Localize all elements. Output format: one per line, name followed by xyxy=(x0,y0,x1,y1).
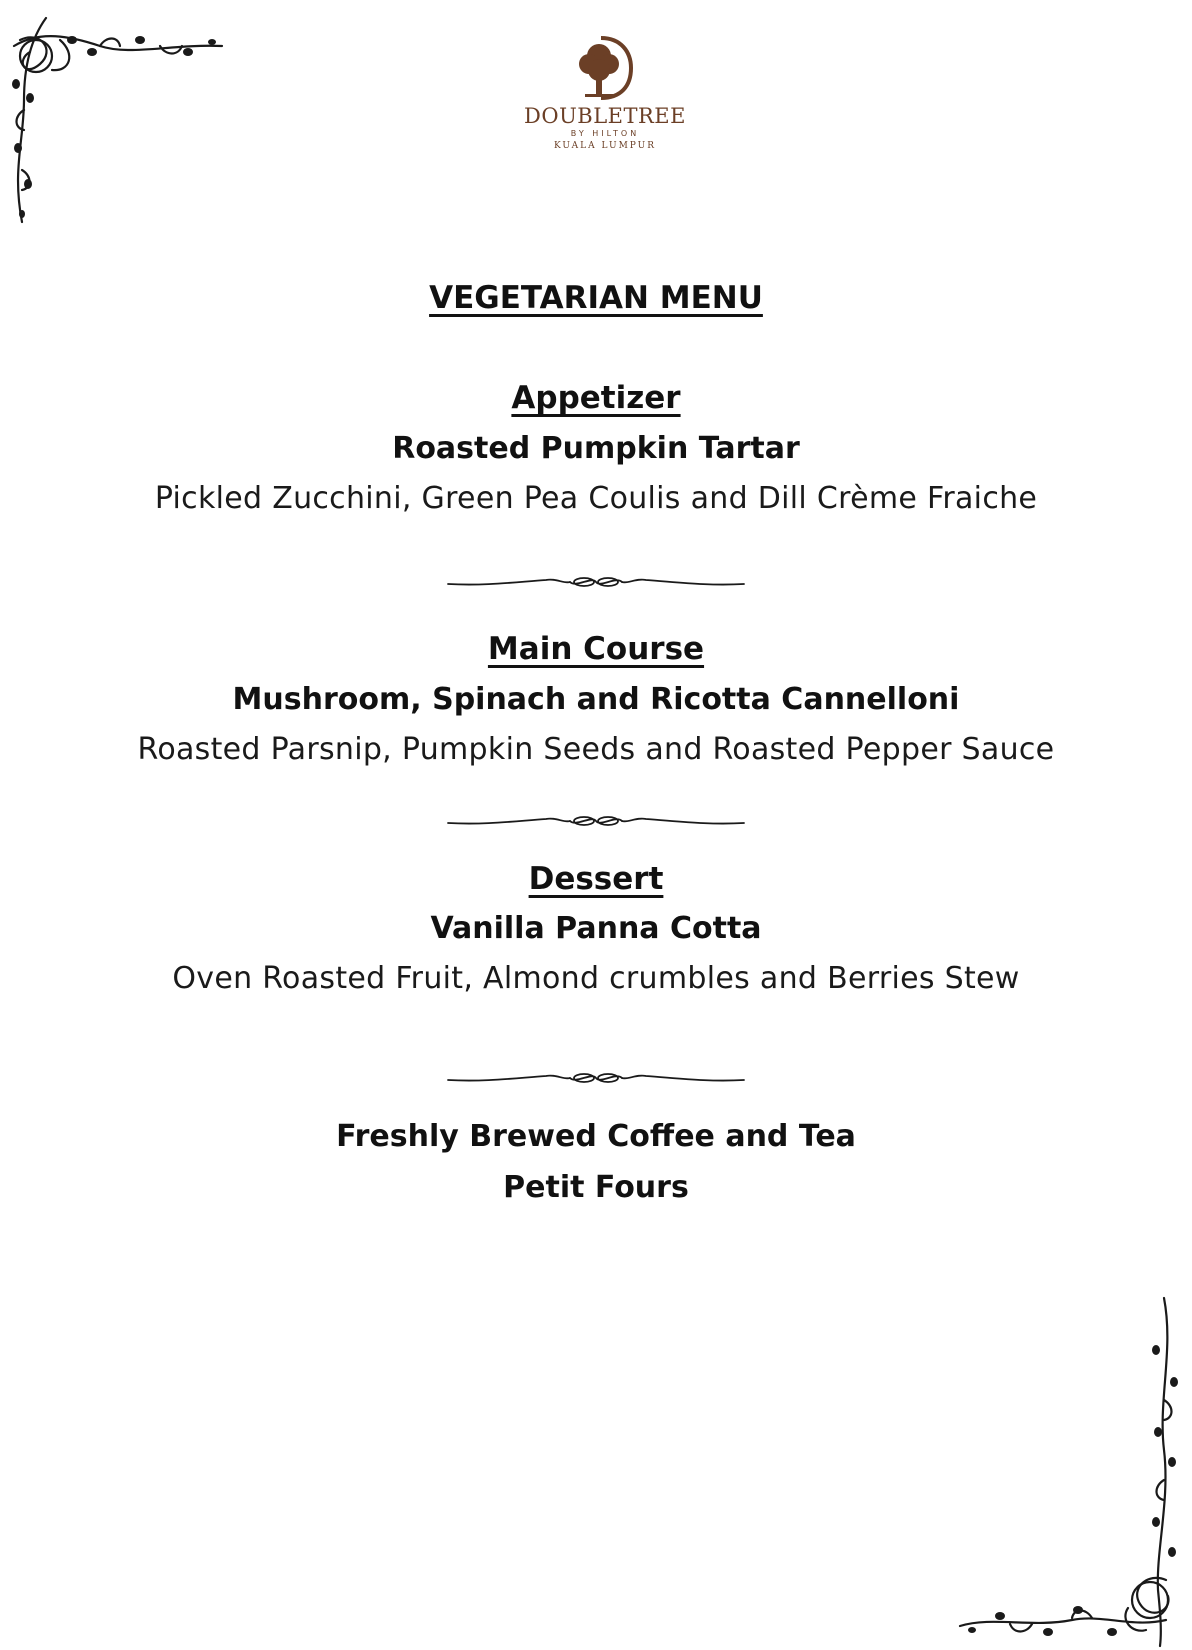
closing-item-coffee-tea: Freshly Brewed Coffee and Tea xyxy=(336,1119,856,1154)
brand-name: DOUBLETREE xyxy=(524,104,686,128)
corner-ornament-top-left-icon xyxy=(0,0,240,240)
divider-flourish-icon xyxy=(446,572,746,592)
dish-name-main-course: Mushroom, Spinach and Ricotta Cannelloni xyxy=(232,682,960,717)
section-heading-dessert: Dessert xyxy=(528,861,664,897)
dish-name-appetizer: Roasted Pumpkin Tartar xyxy=(392,431,800,466)
section-heading-appetizer: Appetizer xyxy=(511,380,681,416)
dish-description-appetizer: Pickled Zucchini, Green Pea Coulis and Dill Crème Fraiche xyxy=(154,481,1038,516)
brand-subtitle: BY HILTON xyxy=(570,129,640,138)
tree-logo-icon xyxy=(577,36,633,102)
closing-item-petit-fours: Petit Fours xyxy=(503,1170,689,1205)
divider-flourish-icon xyxy=(446,811,746,831)
brand-city: KUALA LUMPUR xyxy=(553,141,657,151)
menu-title: VEGETARIAN MENU xyxy=(429,280,763,316)
dish-description-main-course: Roasted Parsnip, Pumpkin Seeds and Roasted Pepper Sauce xyxy=(137,732,1055,767)
dish-name-dessert: Vanilla Panna Cotta xyxy=(430,911,762,946)
section-heading-main-course: Main Course xyxy=(487,631,705,667)
corner-ornament-bottom-right-icon xyxy=(952,1290,1192,1650)
hotel-logo xyxy=(520,36,690,151)
dish-description-dessert: Oven Roasted Fruit, Almond crumbles and Berries Stew xyxy=(172,961,1020,996)
divider-flourish-icon xyxy=(446,1068,746,1088)
